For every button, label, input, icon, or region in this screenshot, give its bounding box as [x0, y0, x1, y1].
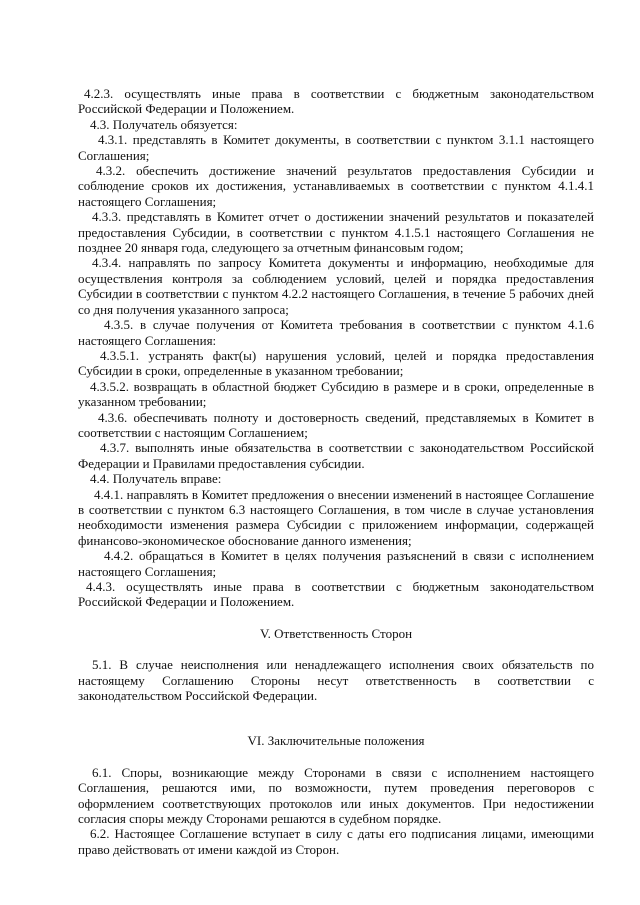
paragraph-4-3-6: 4.3.6. обеспечивать полноту и достоверность сведений, представляемых в Комитет в соответствии с настоящим Соглашением;	[78, 409, 594, 440]
paragraph-4-3: 4.3. Получатель обязуется:	[90, 116, 238, 132]
paragraph-6-2: 6.2. Настоящее Соглашение вступает в силу с даты его подписания лицами, имеющими право действовать от имени каждой из Сторон.	[78, 826, 594, 857]
paragraph-4-3-3: 4.3.3. представлять в Комитет отчет о достижении значений результатов и показателей предоставления Субсидии, в соответствии с пунктом 4.1.5.1 настоящего Соглашения не позднее 20 января года, следующего за отчетным финансовым годом;	[78, 209, 594, 256]
paragraph-4-3-5-2: 4.3.5.2. возвращать в областной бюджет Субсидию в размере и в сроки, определенные в указанном требовании;	[78, 378, 594, 410]
paragraph-4-3-2: 4.3.2. обеспечить достижение значений результатов предоставления Субсидии и соблюдение сроков их достижения, устанавливаемых в соответствии с пунктом 4.1.4.1 настоящего Соглашения;	[78, 163, 594, 209]
paragraph-5-1: 5.1. В случае неисполнения или ненадлежащего исполнения своих обязательств по настоящему Соглашению Стороны несут ответственность в соответствии с законодательством Российской Федерации.	[78, 657, 594, 704]
section-5-title: V. Ответственность Сторон	[259, 625, 413, 641]
paragraph-4-3-5-1: 4.3.5.1. устранять факт(ы) нарушения условий, целей и порядка предоставления Субсидии в сроки, определенные в указанном требовании;	[78, 347, 594, 379]
paragraph-4-4: 4.4. Получатель вправе:	[90, 471, 222, 487]
paragraph-4-3-1: 4.3.1. представлять в Комитет документы, в соответствии с пунктом 3.1.1 настоящего Соглашения;	[78, 132, 594, 163]
paragraph-4-3-7: 4.3.7. выполнять иные обязательства в соответствии с законодательством Российской Федерации и Правилами предоставления субсидии.	[78, 440, 594, 471]
paragraph-4-3-4: 4.3.4. направлять по запросу Комитета документы и информацию, необходимые для осуществления контроля за соблюдением условий, целей и порядка предоставления Субсидии в соответствии с пунктом 4.2.2 настоящего Соглашения, в течение 5 рабочих дней со дня получения указанного запроса;	[78, 255, 594, 317]
document-body	[78, 86, 594, 857]
paragraph-4-4-1: 4.4.1. направлять в Комитет предложения о внесении изменений в настоящее Соглашение в соответствии с пунктом 6.3 настоящего Соглашения, в том числе в случае установления необходимости изменения размера Субсидии с приложением информации, содержащей финансово-экономическое обоснование данного изменения;	[78, 486, 594, 548]
paragraph-4-3-5: 4.3.5. в случае получения от Комитета требования в соответствии с пунктом 4.1.6 настоящего Соглашения:	[78, 317, 594, 348]
section-6-title: VI. Заключительные положения	[247, 733, 425, 749]
paragraph-4-4-3: 4.4.3. осуществлять иные права в соответствии с бюджетным законодательством Российской Федерации и Положением.	[78, 579, 594, 610]
paragraph-4-2-3: 4.2.3. осуществлять иные права в соответствии с бюджетным законодательством Российской Федерации и Положением.	[78, 86, 594, 117]
paragraph-4-4-2: 4.4.2. обращаться в Комитет в целях получения разъяснений в связи с исполнением настоящего Соглашения;	[78, 548, 594, 579]
paragraph-6-1: 6.1. Споры, возникающие между Сторонами в связи с исполнением настоящего Соглашения, решаются ими, по возможности, путем проведения переговоров с оформлением соответствующих протоколов или иных документов. При недостижении согласия споры между Сторонами решаются в судебном порядке.	[78, 764, 594, 827]
